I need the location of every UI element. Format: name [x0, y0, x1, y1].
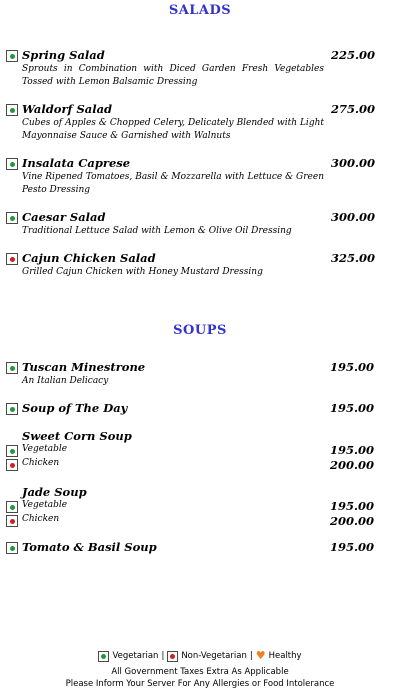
item-name: Insalata Caprese	[22, 156, 131, 170]
item-name: Cajun Chicken Salad	[22, 251, 156, 265]
legend-healthy-label: Healthy	[268, 651, 302, 661]
legend-nonveg-label: Non-Vegetarian	[181, 651, 247, 661]
variant-label: Chicken	[22, 514, 60, 524]
variant-price: 200.00	[329, 458, 374, 472]
item-description: Cubes of Apples & Chopped Celery, Delicately Blended with Light Mayonnaise Sauce & Garnished with Walnuts	[22, 118, 324, 141]
variant-label: Chicken	[22, 458, 60, 468]
veg-mark-icon	[6, 501, 18, 513]
legend-veg-label: Vegetarian	[112, 651, 159, 661]
item-price: 195.00	[329, 540, 374, 554]
veg-mark-icon	[6, 212, 18, 224]
veg-mark-icon	[6, 403, 18, 415]
item-price: 225.00	[330, 48, 375, 62]
nonveg-legend-icon	[167, 651, 178, 662]
legend-separator: |	[249, 651, 253, 661]
variant-price: 195.00	[329, 499, 374, 513]
variant-label: Vegetable	[22, 500, 68, 510]
item-description: Grilled Cajun Chicken with Honey Mustard Dressing	[22, 267, 263, 277]
diet-legend	[98, 650, 301, 662]
veg-mark-icon	[6, 542, 18, 554]
item-price: 275.00	[330, 102, 375, 116]
variant-price: 195.00	[329, 443, 374, 457]
nonveg-mark-icon	[6, 515, 18, 527]
item-price: 325.00	[330, 251, 375, 265]
item-name: Soup of The Day	[22, 401, 128, 415]
nonveg-mark-icon	[6, 459, 18, 471]
item-name: Tuscan Minestrone	[22, 360, 146, 374]
item-price: 195.00	[329, 401, 374, 415]
nonveg-mark-icon	[6, 253, 18, 265]
item-description: Sprouts in Combination with Diced Garden Fresh Vegetables Tossed with Lemon Balsamic Dressing	[22, 64, 324, 87]
item-description: Traditional Lettuce Salad with Lemon & Olive Oil Dressing	[22, 226, 292, 236]
salads-heading: SALADS	[168, 3, 232, 18]
veg-mark-icon	[6, 158, 18, 170]
item-name: Jade Soup	[22, 485, 87, 499]
item-name: Spring Salad	[22, 48, 105, 62]
heart-icon: ♥	[255, 649, 266, 662]
soups-heading: SOUPS	[173, 323, 227, 338]
veg-mark-icon	[6, 104, 18, 116]
item-name: Waldorf Salad	[22, 102, 113, 116]
item-name: Tomato & Basil Soup	[22, 540, 157, 554]
veg-mark-icon	[6, 362, 18, 374]
item-name: Caesar Salad	[22, 210, 106, 224]
item-price: 195.00	[329, 360, 374, 374]
item-price: 300.00	[330, 156, 375, 170]
variant-label: Vegetable	[22, 444, 68, 454]
item-name: Sweet Corn Soup	[22, 429, 132, 443]
item-price: 300.00	[330, 210, 375, 224]
veg-mark-icon	[6, 445, 18, 457]
menu-footer	[0, 650, 400, 690]
tax-note: All Government Taxes Extra As Applicable	[111, 666, 289, 677]
veg-mark-icon	[6, 50, 18, 62]
variant-price: 200.00	[329, 514, 374, 528]
veg-legend-icon	[98, 651, 109, 662]
item-description: Vine Ripened Tomatoes, Basil & Mozzarella with Lettuce & Green Pesto Dressing	[22, 172, 324, 195]
item-description: An Italian Delicacy	[22, 376, 109, 386]
allergy-note: Please Inform Your Server For Any Allergies or Food Intolerance	[65, 678, 335, 689]
legend-separator: |	[161, 651, 165, 661]
